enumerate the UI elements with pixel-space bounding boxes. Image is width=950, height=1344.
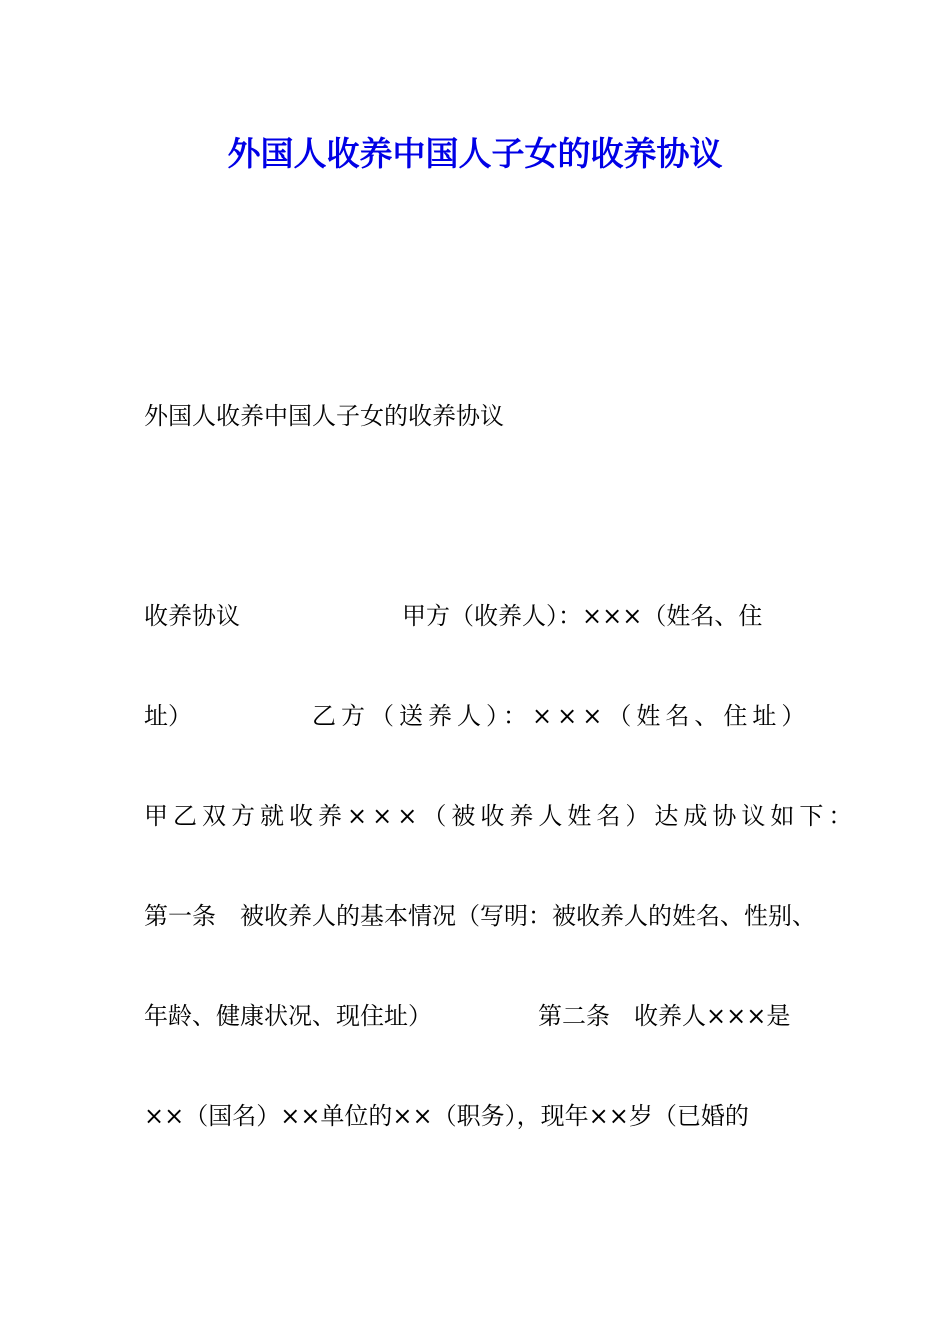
- paragraph-line-6: ××（国名）××单位的××（职务），现年××岁（已婚的: [144, 1102, 749, 1130]
- paragraph-line-5: [144, 999, 844, 1033]
- paragraph-line-2: [144, 699, 844, 733]
- article-2-line: 第二条 收养人×××是: [538, 1002, 791, 1030]
- paragraph-line-3: 甲乙双方就收养×××（被收养人姓名）达成协议如下：: [144, 802, 858, 830]
- paragraph-line-1: [144, 599, 844, 633]
- party-a-text: 甲方（收养人）：×××（姓名、住: [402, 602, 763, 630]
- article-1-continuation: 年龄、健康状况、现住址）: [144, 1002, 432, 1030]
- address-continuation: 址）: [144, 702, 192, 730]
- article-1-line: 第一条 被收养人的基本情况（写明：被收养人的姓名、性别、: [144, 902, 816, 930]
- agreement-label: 收养协议: [144, 602, 240, 630]
- document-subtitle: 外国人收养中国人子女的收养协议: [144, 402, 504, 430]
- document-title: 外国人收养中国人子女的收养协议: [227, 134, 723, 173]
- party-b-text: 乙方（送养人）：×××（姓名、住址）: [312, 702, 811, 730]
